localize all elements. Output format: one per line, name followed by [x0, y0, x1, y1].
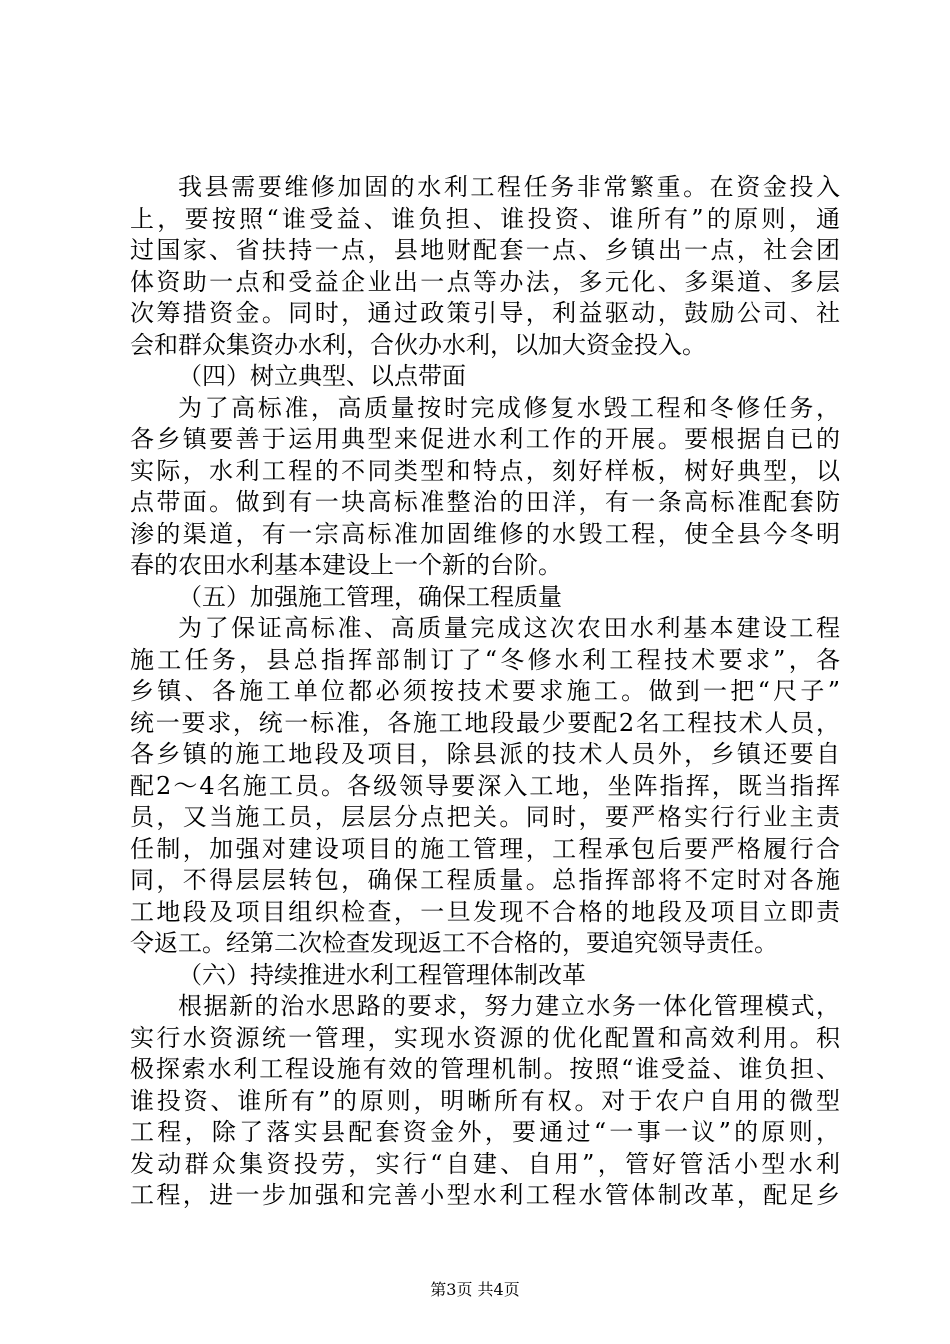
- text-line: 点带面。做到有一块高标准整治的田洋，有一条高标准配套防: [130, 488, 840, 516]
- text-line: 会和群众集资办水利，合伙办水利，以加大资金投入。: [130, 330, 706, 359]
- text-line: 过国家、省扶持一点，县地财配套一点、乡镇出一点，社会团: [130, 236, 840, 264]
- text-line: 我县需要维修加固的水利工程任务非常繁重。在资金投入: [178, 173, 840, 201]
- text-line: 施工任务，县总指挥部制订了“冬修水利工程技术要求”，各: [130, 645, 840, 674]
- text-line: 统一要求，统一标准，各施工地段最少要配2名工程技术人员，: [130, 708, 840, 737]
- text-line: 各乡镇的施工地段及项目，除县派的技术人员外，乡镇还要自: [130, 740, 840, 768]
- document-body: [130, 172, 840, 1212]
- text-line: 工程，除了落实县配套资金外，要通过“一事一议”的原则，: [130, 1118, 840, 1146]
- text-line: （四）树立典型、以点带面: [178, 362, 466, 390]
- text-line: 实行水资源统一管理，实现水资源的优化配置和高效利用。积: [130, 1023, 840, 1052]
- text-line: 发动群众集资投劳，实行“自建、自用”，管好管活小型水利: [130, 1149, 840, 1178]
- text-line: 为了保证高标准、高质量完成这次农田水利基本建设工程: [178, 614, 840, 642]
- text-line: 为了高标准，高质量按时完成修复水毁工程和冬修任务，: [178, 393, 840, 422]
- page-footer: 第3页 共4页: [430, 1280, 520, 1299]
- text-line: 次筹措资金。同时，通过政策引导，利益驱动，鼓励公司、社: [130, 299, 840, 327]
- text-line: 配2～4名施工员。各级领导要深入工地，坐阵指挥，既当指挥: [130, 771, 840, 800]
- text-line: 同，不得层层转包，确保工程质量。总指挥部将不定时对各施: [130, 866, 840, 894]
- text-line: 谁投资、谁所有”的原则，明晰所有权。对于农户自用的微型: [130, 1086, 840, 1115]
- text-line: 上，要按照“谁受益、谁负担、谁投资、谁所有”的原则，通: [130, 204, 840, 233]
- text-line: 根据新的治水思路的要求，努力建立水务一体化管理模式，: [178, 992, 840, 1020]
- text-line: 渗的渠道，有一宗高标准加固维修的水毁工程，使全县今冬明: [130, 519, 840, 548]
- text-line: 各乡镇要善于运用典型来促进水利工作的开展。要根据自已的: [130, 425, 840, 453]
- text-line: 乡镇、各施工单位都必须按技术要求施工。做到一把“尺子”: [130, 677, 840, 705]
- paragraph: [130, 613, 840, 960]
- section-heading: [130, 582, 840, 614]
- text-line: 体资助一点和受益企业出一点等办法，多元化、多渠道、多层: [130, 267, 840, 296]
- text-line: 工地段及项目组织检查，一旦发现不合格的地段及项目立即责: [130, 897, 840, 926]
- text-line: 令返工。经第二次检查发现返工不合格的，要追究领导责任。: [130, 929, 778, 957]
- section-heading: [130, 361, 840, 393]
- text-line: （五）加强施工管理，确保工程质量: [178, 582, 562, 611]
- section-heading: [130, 960, 840, 992]
- text-line: 实际，水利工程的不同类型和特点，刻好样板，树好典型，以: [130, 456, 840, 485]
- text-line: 员，又当施工员，层层分点把关。同时，要严格实行行业主责: [130, 803, 840, 831]
- paragraph: [130, 393, 840, 582]
- text-line: 任制，加强对建设项目的施工管理，工程承包后要严格履行合: [130, 834, 840, 863]
- text-line: 工程，进一步加强和完善小型水利工程水管体制改革，配足乡: [130, 1181, 840, 1209]
- paragraph: [130, 991, 840, 1212]
- paragraph: [130, 172, 840, 361]
- text-line: 极探索水利工程设施有效的管理机制。按照“谁受益、谁负担、: [130, 1055, 840, 1083]
- text-line: 春的农田水利基本建设上一个新的台阶。: [130, 551, 562, 579]
- text-line: （六）持续推进水利工程管理体制改革: [178, 960, 586, 989]
